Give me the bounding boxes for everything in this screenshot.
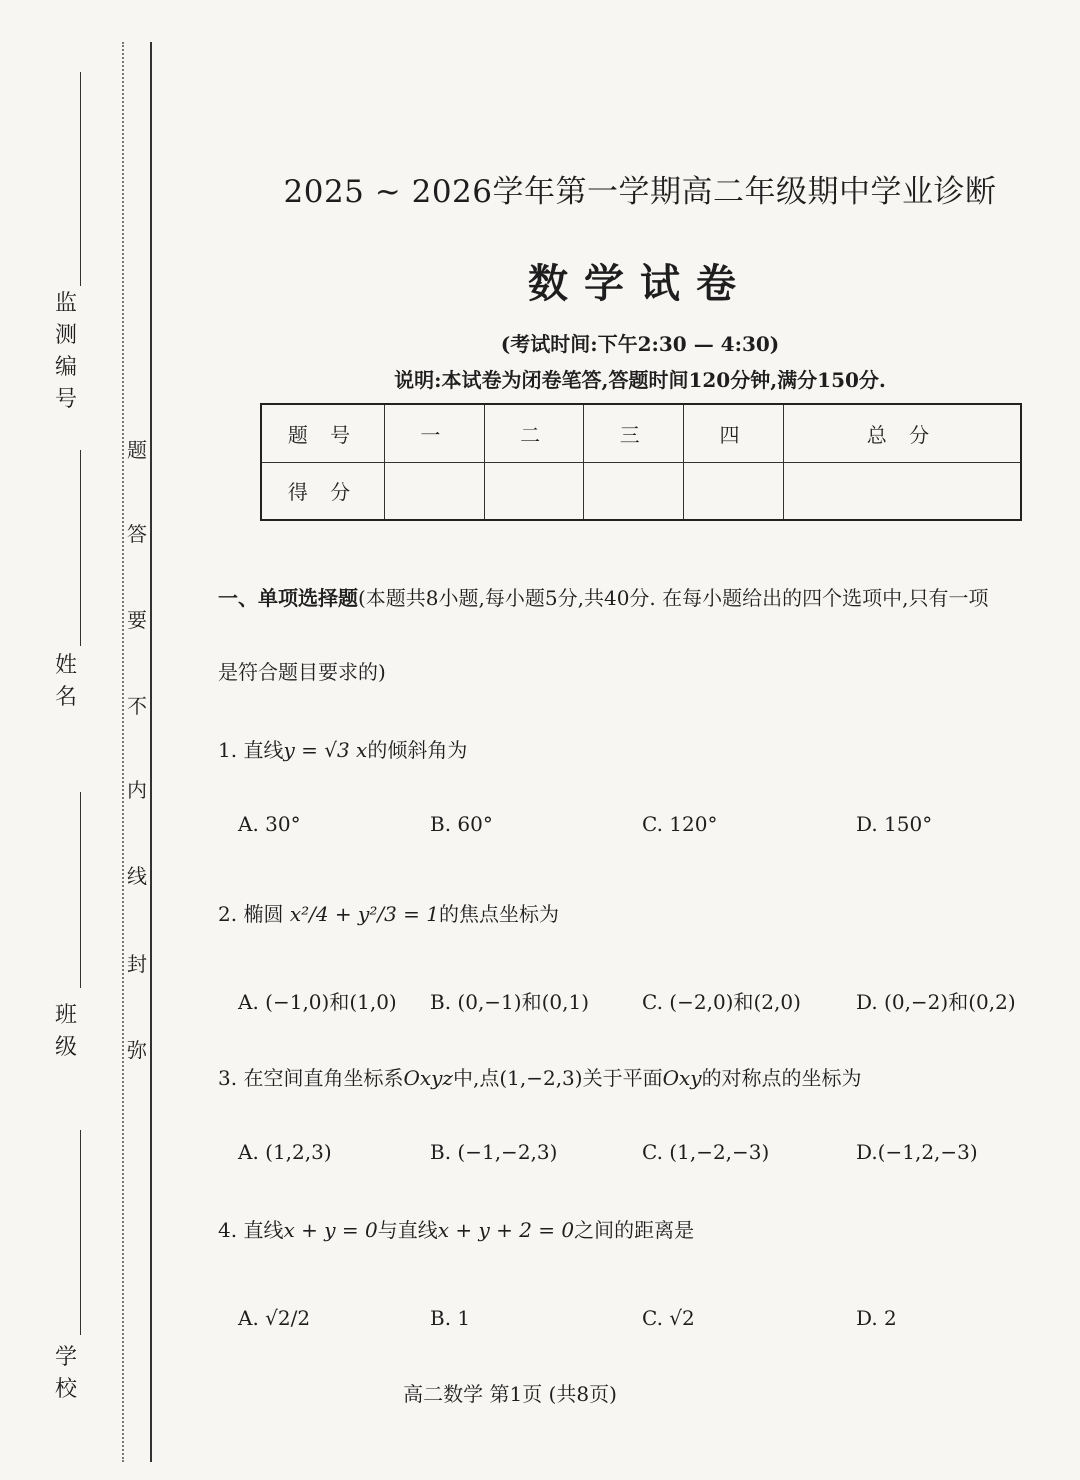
binding-solid-line xyxy=(150,42,152,1462)
question-text: 椭圆 xyxy=(243,902,284,926)
school-label: 学 校 xyxy=(54,1345,77,1402)
column-header: 一 xyxy=(385,404,485,462)
score-table-header-row xyxy=(261,404,1021,462)
column-header: 四 xyxy=(684,404,784,462)
question-text: 直线 xyxy=(243,738,284,762)
score-table-score-row xyxy=(261,462,1021,520)
score-cell[interactable] xyxy=(484,462,584,520)
monitor-id-label: 监 测 编 号 xyxy=(54,291,77,412)
question-text: 的倾斜角为 xyxy=(367,738,468,762)
exam-title: 2025 ~ 2026学年第一学期高二年级期中学业诊断 xyxy=(283,174,997,210)
seal-char: 不 xyxy=(127,694,147,718)
question-1 xyxy=(218,734,467,763)
q3-option-c[interactable]: C. (1,−2,−3) xyxy=(642,1140,770,1164)
q1-option-c[interactable]: C. 120° xyxy=(642,812,718,836)
q1-option-d[interactable]: D. 150° xyxy=(856,812,933,836)
question-text: 直线 xyxy=(243,1218,284,1242)
ellipse-equation: x²/4 + y²/3 = 1 xyxy=(289,902,440,926)
name-label: 姓 名 xyxy=(54,653,77,710)
section1-desc: (本题共8小题,每小题5分,共40分. 在每小题给出的四个选项中,只有一项 xyxy=(358,586,989,610)
exam-instructions: 说明:本试卷为闭卷笔答,答题时间120分钟,满分150分. xyxy=(394,368,886,392)
seal-char: 答 xyxy=(127,522,147,546)
question-text: 在空间直角坐标系 xyxy=(243,1066,404,1090)
seal-char: 线 xyxy=(127,864,147,888)
question-text: 中,点(1,−2,3)关于平面 xyxy=(452,1066,663,1090)
q4-option-d[interactable]: D. 2 xyxy=(856,1306,897,1330)
seal-char: 内 xyxy=(127,778,147,802)
q3-option-b[interactable]: B. (−1,−2,3) xyxy=(430,1140,558,1164)
page-footer: 高二数学 第1页 (共8页) xyxy=(403,1382,617,1406)
question-number: 3. xyxy=(218,1066,238,1090)
question-text: 与直线 xyxy=(377,1218,438,1242)
question-text: 的焦点坐标为 xyxy=(439,902,560,926)
seal-char: 要 xyxy=(127,608,147,632)
q2-option-d[interactable]: D. (0,−2)和(0,2) xyxy=(856,990,1016,1014)
row-header-score: 得 分 xyxy=(261,462,385,520)
score-cell[interactable] xyxy=(783,462,1021,520)
column-header: 二 xyxy=(484,404,584,462)
q4-option-b[interactable]: B. 1 xyxy=(430,1306,471,1330)
subject-title: 数学试卷 xyxy=(528,260,752,307)
score-table xyxy=(260,403,1022,521)
column-header: 三 xyxy=(584,404,684,462)
question-number: 2. xyxy=(218,902,238,926)
question-4 xyxy=(218,1214,694,1243)
monitor-id-line xyxy=(80,72,81,286)
seal-char: 题 xyxy=(127,438,147,462)
class-label: 班 级 xyxy=(54,1003,77,1060)
name-line xyxy=(80,450,81,646)
question-2 xyxy=(218,898,559,927)
score-cell[interactable] xyxy=(584,462,684,520)
section1-desc-line1 xyxy=(218,582,989,611)
equation-y-sqrt3-x xyxy=(283,738,367,762)
question-text: 的对称点的坐标为 xyxy=(701,1066,862,1090)
score-cell[interactable] xyxy=(385,462,485,520)
score-cell[interactable] xyxy=(684,462,784,520)
q3-option-d[interactable]: D.(−1,2,−3) xyxy=(856,1140,978,1164)
exam-time: (考试时间:下午2:30 — 4:30) xyxy=(500,332,780,356)
q4-option-a[interactable]: A. √2/2 xyxy=(238,1306,311,1330)
q1-option-b[interactable]: B. 60° xyxy=(430,812,493,836)
line-equation-1: x + y = 0 xyxy=(283,1218,378,1242)
seal-char: 封 xyxy=(127,952,147,976)
q2-option-c[interactable]: C. (−2,0)和(2,0) xyxy=(642,990,801,1014)
row-header-number: 题 号 xyxy=(261,404,385,462)
equation-text: y = √3 x xyxy=(283,738,368,762)
class-line xyxy=(80,792,81,988)
seal-char: 弥 xyxy=(127,1038,147,1062)
q1-option-a[interactable]: A. 30° xyxy=(238,812,301,836)
q4-option-c[interactable]: C. √2 xyxy=(642,1306,695,1330)
question-number: 1. xyxy=(218,738,238,762)
section1-desc-line2: 是符合题目要求的) xyxy=(218,660,386,684)
section1-heading: 一、单项选择题 xyxy=(218,586,358,610)
q2-option-a[interactable]: A. (−1,0)和(1,0) xyxy=(238,990,397,1014)
question-text: 之间的距离是 xyxy=(574,1218,695,1242)
line-equation-2: x + y + 2 = 0 xyxy=(437,1218,575,1242)
fold-dotted-line xyxy=(122,42,124,1462)
question-number: 4. xyxy=(218,1218,238,1242)
coordinate-system: Oxyz xyxy=(403,1066,453,1090)
q3-option-a[interactable]: A. (1,2,3) xyxy=(238,1140,332,1164)
column-header: 总 分 xyxy=(783,404,1021,462)
q2-option-b[interactable]: B. (0,−1)和(0,1) xyxy=(430,990,589,1014)
school-line xyxy=(80,1130,81,1335)
question-3 xyxy=(218,1062,862,1091)
plane-name: Oxy xyxy=(662,1066,702,1090)
